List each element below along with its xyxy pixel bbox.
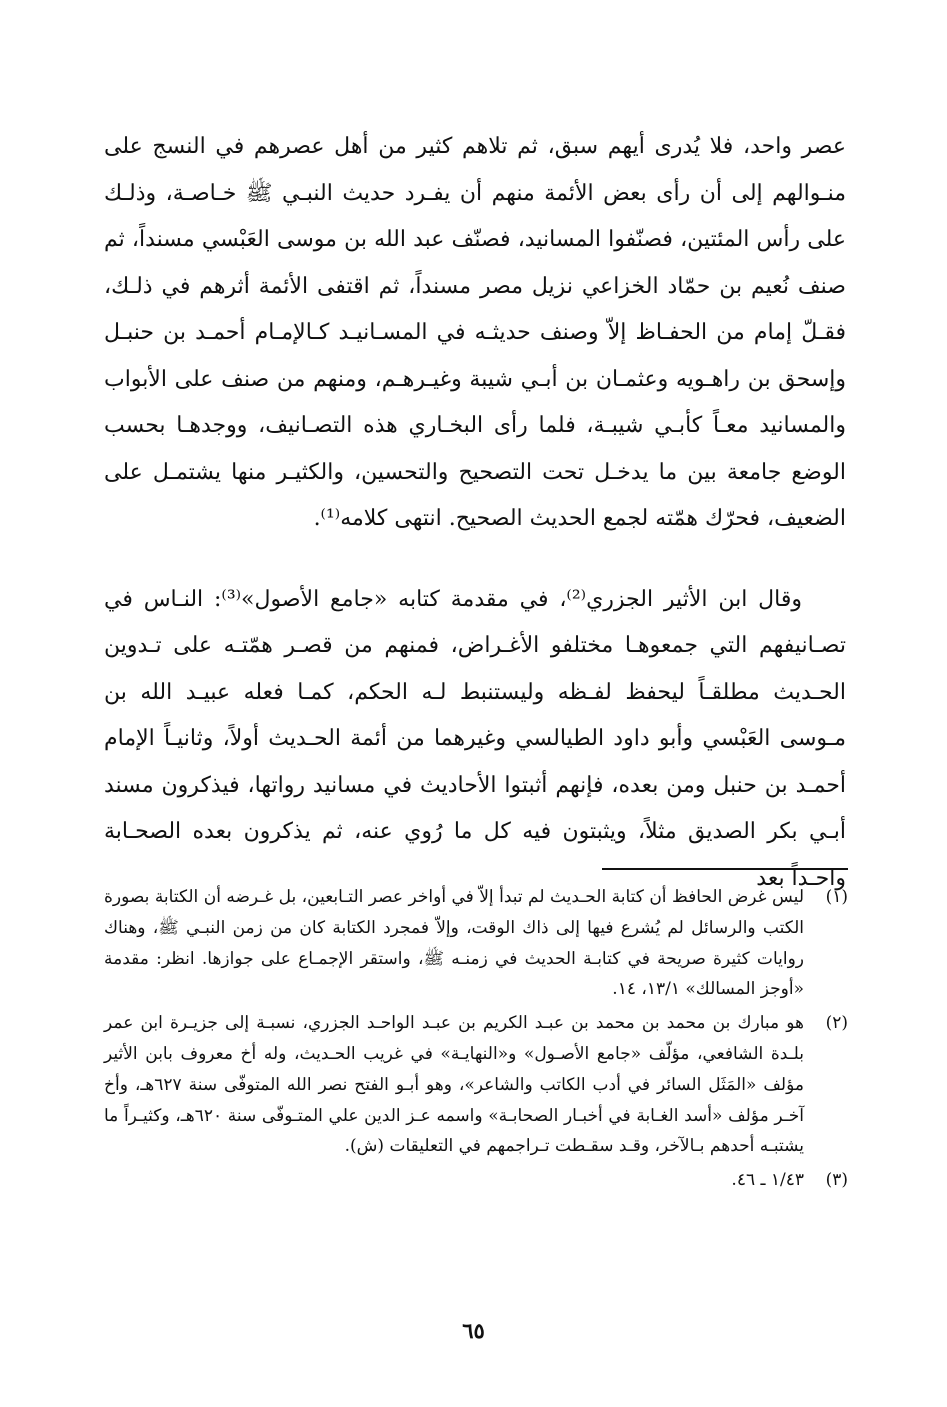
footnote-text: ١/٤٣ ـ ٤٦.	[731, 1170, 804, 1191]
footnote-number: (١)	[825, 887, 848, 907]
body-paragraph: عصر واحد، فلا يُدرى أيهم سبق، ثم تلاهم كثير من أهل عصرهم في النسج على منـوالهم إلى أن رأى بعض الأئمة منهم أن يفـرد حديث النبـي ﷺ خـاصـة، وذلـك على رأس المئتين، فصنّفوا المسانيد، فصنّف عبد الله بن موسى العَبْسي مسنداً، ثم صنف نُعيم بن حمّاد الخزاعي نزيل مصر مسنداً، ثم اقتفى الأئمة أثرهم في ذلـك، فقـلّ إمام من الحفـاظ إلاّ وصنف حديثـه في المسـانيـد كـالإمـام أحمـد بن حنبـل وإسحق بن راهـويه وعثمـان بن أبـي شيبة وغيـرهـم، ومنهم من صنف على الأبواب والمسانيد معـاً كأبـي شيبـة، فلما رأى البخـاري هذه التصـانيف، ووجدهـا بحسب الوضع جامعة بين ما يدخـل تحت التصحيح والتحسين، والكثيـر منها يشتمـل على الضعيف، فحرّك همّته لجمع الحديث الصحيح. انتهى كلامه⁽¹⁾.	[104, 134, 846, 531]
footnote	[104, 1008, 848, 1162]
footnote-number: (٣)	[825, 1170, 848, 1191]
footnote-text: ليس غرض الحافظ أن كتابة الحـديث لم تبدأ إلاّ في أواخر عصر التـابعين، بل غـرضه أن الكتابة بصورة الكتب والرسائل لم يُشرع فيها إلى ذاك الوقت، وإلاّ فمجرد الكتابة كان من زمن النبـي ﷺ، وهناك روايات كثيرة صريحة في كتابـة الحديث في زمنـه ﷺ، واستقر الإجمـاع على جوازها. انظر: مقدمة «أوجز المسالك» ١٣/١، ١٤.	[104, 887, 804, 1000]
page-number: ٦٥	[462, 1318, 485, 1343]
footnote	[104, 882, 848, 1005]
footnote-number: (٢)	[825, 1013, 848, 1034]
body-paragraph: وقال ابن الأثير الجزري⁽²⁾، في مقدمة كتابه «جامع الأصول»⁽³⁾: النـاس في تصـانيفهم التي جمعوهـا مختلفو الأغـراض، فمنهم من قصـر همّتـه على تـدوين الحـديث مطلقـاً ليحفظ لفـظه وليستنبط لـه الحكم، كمـا فعله عبيـد الله بن مـوسى العَبْسي وأبو داود الطيالسي وغيرهما من أئمة الحـديث أولاً، وثانيـاً الإمام أحمـد بن حنبل ومن بعده، فإنهم أثبتوا الأحاديث في مسانيد رواتها، فيذكرون مسند أبـي بكر الصديق مثلاً، ويثبتون فيه كل ما رُوي عنه، ثم يذكرون بعده الصحـابة واحـداً بعد	[104, 586, 846, 891]
footnote-separator	[602, 868, 848, 870]
footnote-text: هو مبارك بن محمد بن محمد بن عبـد الكريم بن عبـد الواحـد الجزري، نسبـة إلى جزيـرة ابن عمر بلـدة الشافعي، مؤلّف «جامع الأصـول» و«النهايـة» في غريب الحـديث، وله أخ معروف بابن الأثير مؤلف «المَثَل السائر في أدب الكاتب والشاعر»، وهو أبـو الفتح نصر الله المتوفّى سنة ٦٢٧هـ، وأخ آخـر مؤلف «أسد الغـابة في أخبـار الصحابـة» واسمه عـز الدين علي المتـوفّى سنة ٦٢٠هـ، وكثيـراً ما يشتبـه أحدهم بـالآخر، وقـد سقـطت تـراجمهم في التعليقات (ش).	[104, 1013, 804, 1157]
main-text	[104, 124, 846, 902]
footnote	[104, 1165, 848, 1196]
footnotes	[104, 882, 848, 1199]
